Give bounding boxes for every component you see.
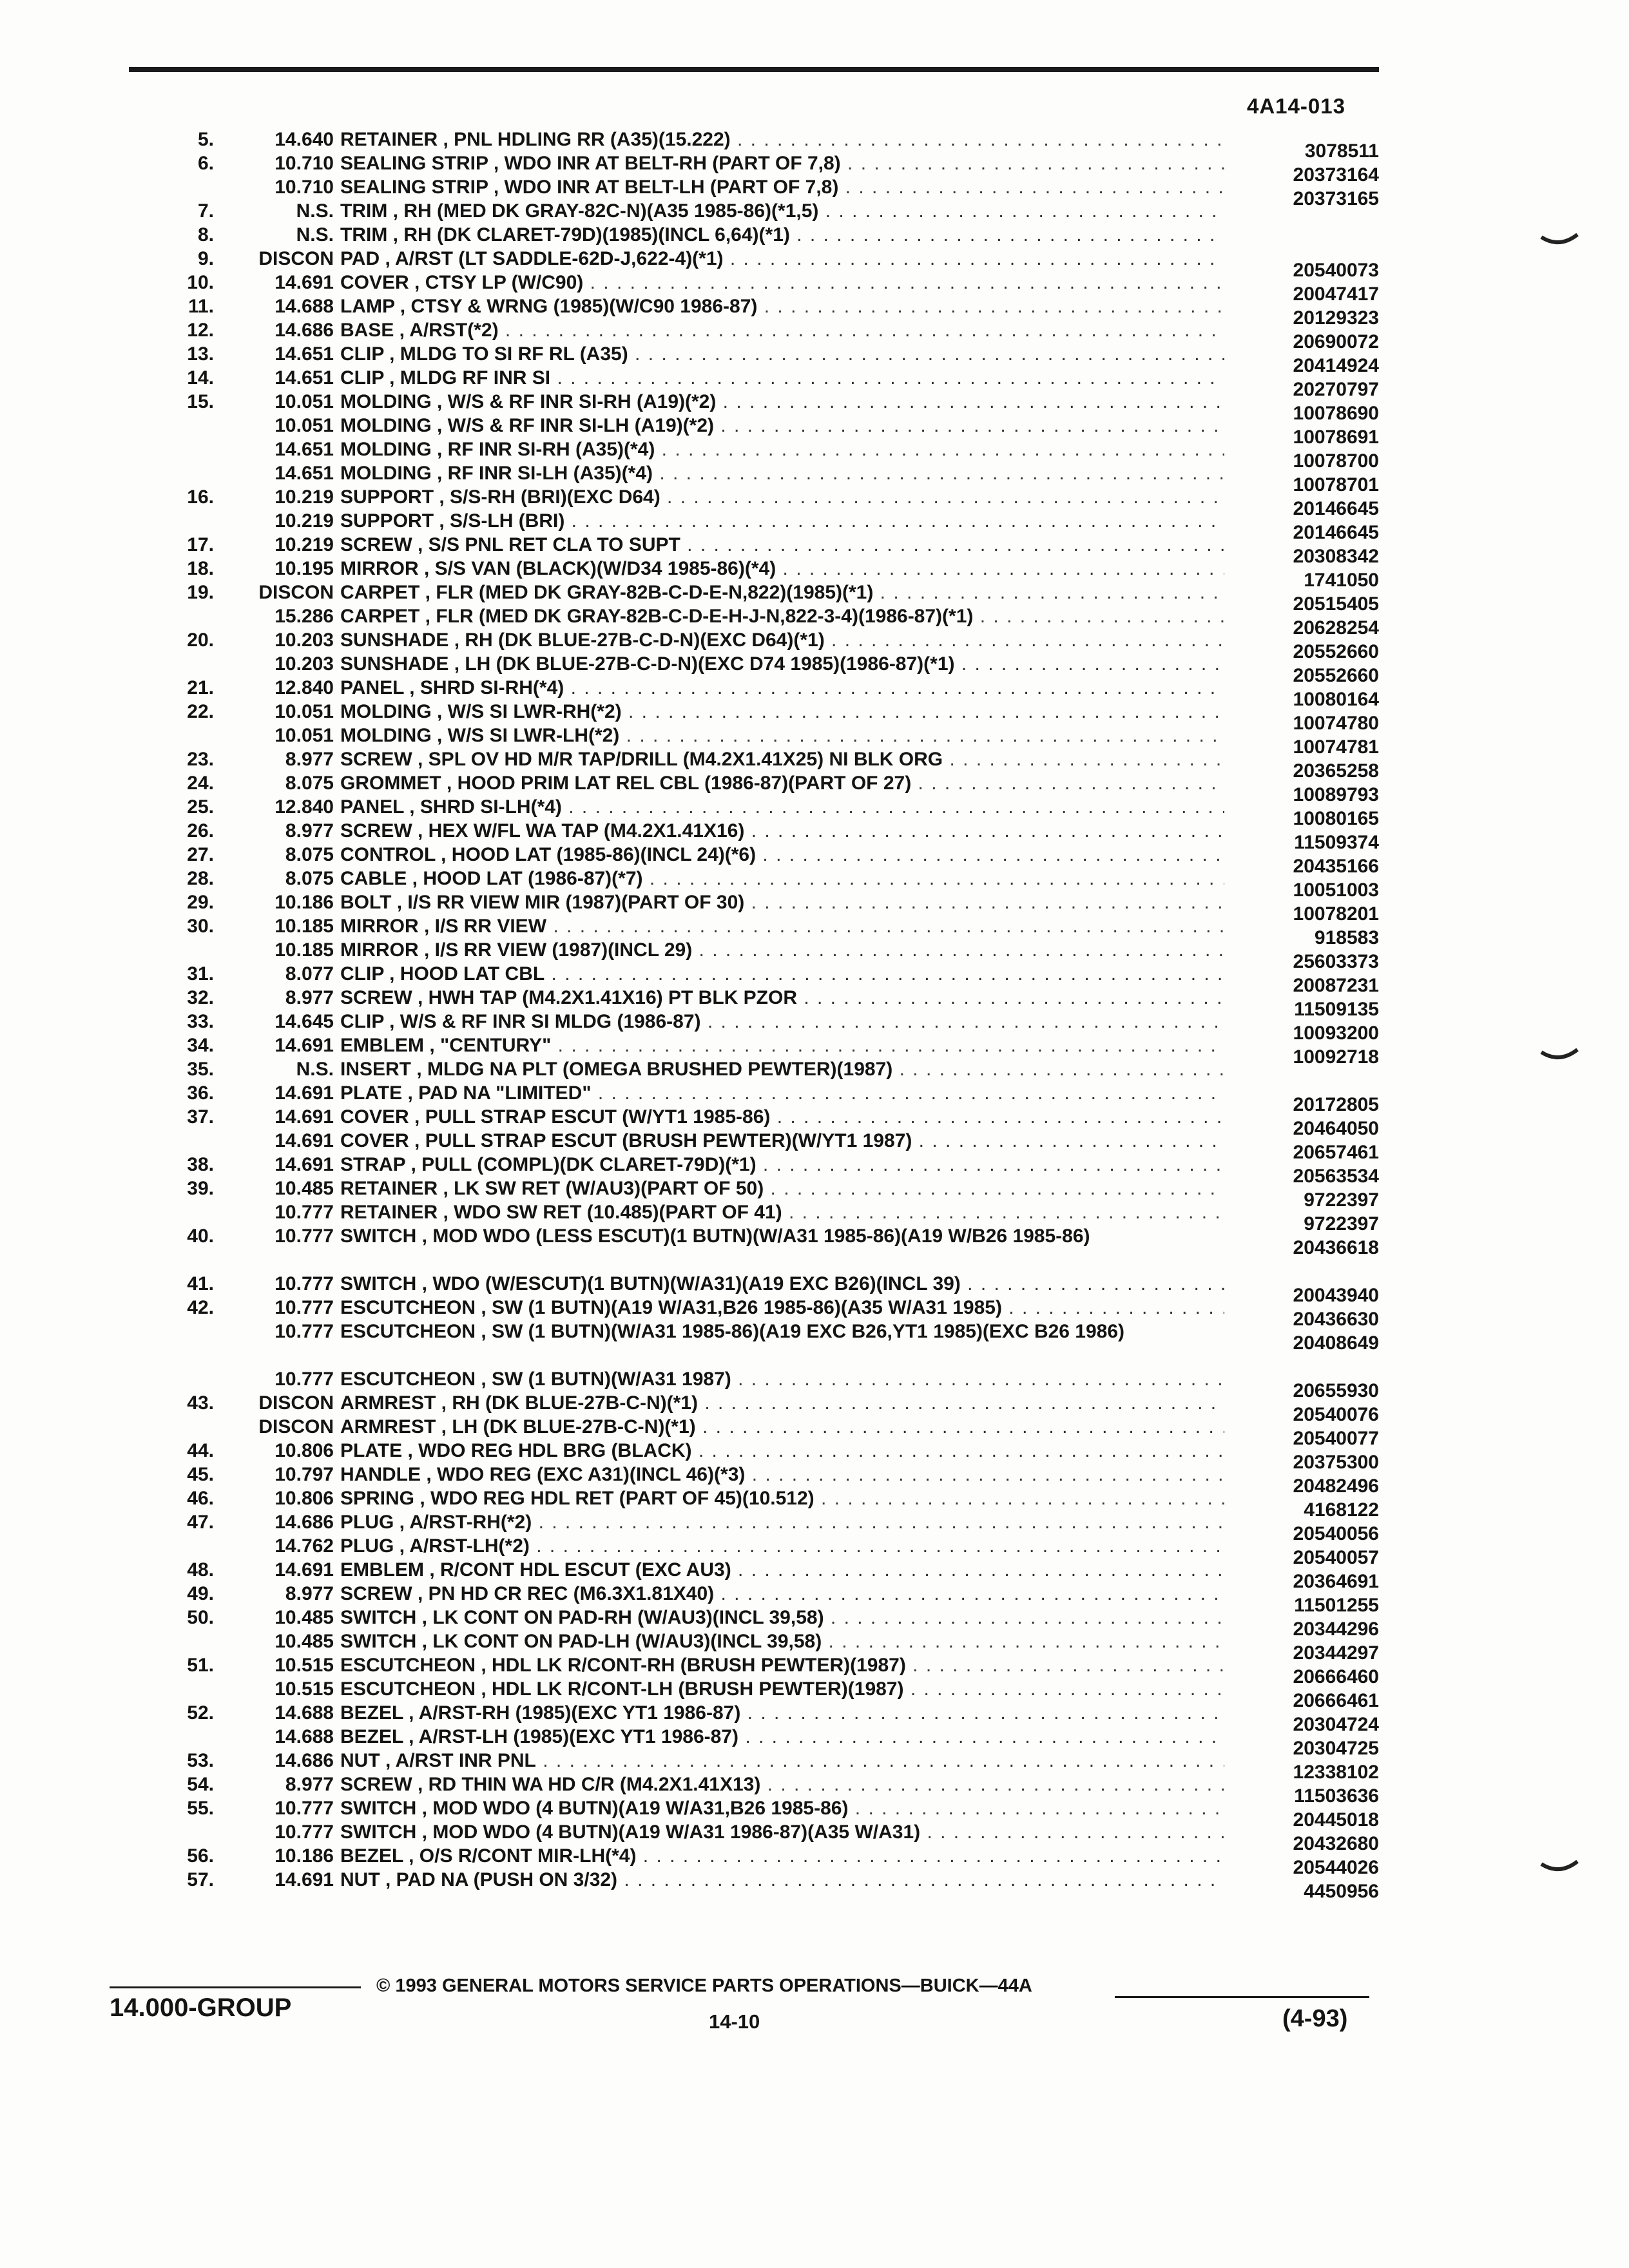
group-number: N.S. xyxy=(296,224,334,245)
part-description: STRAP , PULL (COMPL)(DK CLARET-79D)(*1) . . . xyxy=(340,1154,1224,1176)
part-description: COVER , PULL STRAP ESCUT (BRUSH PEWTER)(W/YT1 1987) . . . xyxy=(340,1130,1224,1152)
binder-punch-mark xyxy=(1540,1047,1579,1068)
group-number: 8.977 xyxy=(285,987,334,1008)
part-number: 11509374 xyxy=(1294,832,1379,853)
ref-number: 12. xyxy=(187,320,214,341)
part-number: 20540077 xyxy=(1293,1428,1379,1449)
part-number: 9722397 xyxy=(1304,1213,1379,1235)
group-number: N.S. xyxy=(296,200,334,222)
part-description: CLIP , W/S & RF INR SI MLDG (1986-87) . . . xyxy=(340,1011,1224,1033)
part-number: 20364691 xyxy=(1293,1571,1379,1592)
part-description: SUPPORT , S/S-LH (BRI) . . . xyxy=(340,510,1224,532)
part-number: 20414924 xyxy=(1293,355,1379,376)
group-number: 10.515 xyxy=(275,1655,334,1676)
part-description: SWITCH , WDO (W/ESCUT)(1 BUTN)(W/A31)(A19 EXC B26)(INCL 39) . . . xyxy=(340,1273,1224,1295)
part-description: PLATE , PAD NA "LIMITED" . . . xyxy=(340,1082,1224,1104)
group-number: 14.645 xyxy=(275,1011,334,1032)
part-number: 20628254 xyxy=(1293,617,1379,639)
part-number: 20129323 xyxy=(1293,307,1379,329)
ref-number: 31. xyxy=(187,963,214,985)
part-number: 20304725 xyxy=(1293,1738,1379,1759)
group-number: 14.691 xyxy=(275,1154,334,1175)
group-number: 10.777 xyxy=(275,1202,334,1223)
group-number: 10.185 xyxy=(275,916,334,937)
group-number: 14.686 xyxy=(275,1750,334,1771)
ref-number: 48. xyxy=(187,1559,214,1581)
part-number: 10051003 xyxy=(1293,879,1379,901)
part-number: 20690072 xyxy=(1293,331,1379,352)
part-description: SCREW , SPL OV HD M/R TAP/DRILL (M4.2X1.41X25) NI BLK ORG . . . xyxy=(340,749,1224,771)
group-number: 8.075 xyxy=(285,844,334,865)
group-number: 14.691 xyxy=(275,1082,334,1104)
part-number: 20544026 xyxy=(1293,1857,1379,1878)
part-description: RETAINER , WDO SW RET (10.485)(PART OF 41) . . . xyxy=(340,1202,1224,1224)
group-number: 10.051 xyxy=(275,391,334,412)
part-description: MOLDING , W/S SI LWR-LH(*2) . . . xyxy=(340,725,1224,747)
group-number: 10.051 xyxy=(275,701,334,722)
group-number: 14.691 xyxy=(275,1130,334,1151)
part-description: PLUG , A/RST-RH(*2) . . . xyxy=(340,1512,1224,1533)
part-description: GROMMET , HOOD PRIM LAT REL CBL (1986-87)(PART OF 27) . . . xyxy=(340,773,1224,794)
binder-punch-mark xyxy=(1540,232,1579,253)
part-number: 11509135 xyxy=(1294,999,1379,1020)
ref-number: 27. xyxy=(187,844,214,865)
part-description: CLIP , MLDG TO SI RF RL (A35) . . . xyxy=(340,343,1224,365)
part-description: RETAINER , LK SW RET (W/AU3)(PART OF 50) . . . xyxy=(340,1178,1224,1200)
group-number: 14.686 xyxy=(275,1512,334,1533)
part-description: BOLT , I/S RR VIEW MIR (1987)(PART OF 30) . . . xyxy=(340,892,1224,914)
part-description: BEZEL , A/RST-LH (1985)(EXC YT1 1986-87) . . . xyxy=(340,1726,1224,1748)
group-number: 14.651 xyxy=(275,343,334,365)
group-number: 8.977 xyxy=(285,820,334,841)
group-number: 14.686 xyxy=(275,320,334,341)
part-number: 20270797 xyxy=(1293,379,1379,400)
part-number: 10078700 xyxy=(1293,450,1379,472)
group-number: 8.977 xyxy=(285,1774,334,1795)
part-description: CONTROL , HOOD LAT (1985-86)(INCL 24)(*6) . . . xyxy=(340,844,1224,866)
group-number: 14.688 xyxy=(275,1726,334,1747)
group-number: 10.797 xyxy=(275,1464,334,1485)
part-number: 20172805 xyxy=(1293,1094,1379,1115)
group-number: 10.185 xyxy=(275,939,334,961)
part-number: 20540073 xyxy=(1293,260,1379,281)
part-number: 10074781 xyxy=(1293,736,1379,758)
part-description: SEALING STRIP , WDO INR AT BELT-RH (PART OF 7,8) . . . xyxy=(340,153,1224,175)
part-number: 10089793 xyxy=(1293,784,1379,805)
part-description: PLATE , WDO REG HDL BRG (BLACK) . . . xyxy=(340,1440,1224,1462)
part-number: 10078201 xyxy=(1293,903,1379,925)
part-description: SPRING , WDO REG HDL RET (PART OF 45)(10.512) . . . xyxy=(340,1488,1224,1510)
part-number: 20432680 xyxy=(1293,1833,1379,1854)
ref-number: 20. xyxy=(187,629,214,651)
group-number: 10.710 xyxy=(275,153,334,174)
part-number: 20435166 xyxy=(1293,856,1379,877)
part-description: MIRROR , S/S VAN (BLACK)(W/D34 1985-86)(*4) . . . xyxy=(340,558,1224,580)
part-description: MIRROR , I/S RR VIEW (1987)(INCL 29) . . . xyxy=(340,939,1224,961)
ref-number: 47. xyxy=(187,1512,214,1533)
part-description: SCREW , PN HD CR REC (M6.3X1.81X40) . . . xyxy=(340,1583,1224,1605)
group-number: 14.691 xyxy=(275,1559,334,1581)
group-number: 14.651 xyxy=(275,367,334,389)
group-number: 8.075 xyxy=(285,773,334,794)
group-number: 10.485 xyxy=(275,1178,334,1199)
group-number: 10.710 xyxy=(275,177,334,198)
ref-number: 57. xyxy=(187,1869,214,1890)
part-number: 918583 xyxy=(1314,927,1379,948)
group-number: 10.186 xyxy=(275,892,334,913)
part-number: 20655930 xyxy=(1293,1380,1379,1401)
part-description: SWITCH , LK CONT ON PAD-RH (W/AU3)(INCL 39,58) . . . xyxy=(340,1607,1224,1629)
part-number: 20540056 xyxy=(1293,1523,1379,1544)
ref-number: 32. xyxy=(187,987,214,1008)
part-description: ESCUTCHEON , HDL LK R/CONT-RH (BRUSH PEWTER)(1987) . . . xyxy=(340,1655,1224,1677)
ref-number: 35. xyxy=(187,1059,214,1080)
group-number: 10.203 xyxy=(275,629,334,651)
ref-number: 13. xyxy=(187,343,214,365)
footer-rule-left xyxy=(110,1986,361,1988)
ref-number: 51. xyxy=(187,1655,214,1676)
group-number: 10.219 xyxy=(275,486,334,508)
part-number: 20344297 xyxy=(1293,1642,1379,1664)
group-number: 14.691 xyxy=(275,1106,334,1128)
group-number: 8.977 xyxy=(285,1583,334,1604)
part-number: 10078690 xyxy=(1293,403,1379,424)
ref-number: 46. xyxy=(187,1488,214,1509)
part-description: CARPET , FLR (MED DK GRAY-82B-C-D-E-N,822)(1985)(*1) . . . xyxy=(340,582,1224,604)
part-description: PLUG , A/RST-LH(*2) . . . xyxy=(340,1535,1224,1557)
part-number: 20146645 xyxy=(1293,498,1379,519)
part-number: 10078691 xyxy=(1293,427,1379,448)
ref-number: 50. xyxy=(187,1607,214,1628)
part-description: NUT , PAD NA (PUSH ON 3/32) . . . xyxy=(340,1869,1224,1891)
group-number: 10.777 xyxy=(275,1273,334,1294)
group-number: DISCON xyxy=(258,582,334,603)
ref-number: 44. xyxy=(187,1440,214,1461)
part-number: 20436618 xyxy=(1293,1237,1379,1258)
part-description: TRIM , RH (MED DK GRAY-82C-N)(A35 1985-86)(*1,5) . . . xyxy=(340,200,1224,222)
part-description: ARMREST , LH (DK BLUE-27B-C-N)(*1) . . . xyxy=(340,1416,1224,1438)
part-number: 20365258 xyxy=(1293,760,1379,782)
part-description: SCREW , HEX W/FL WA TAP (M4.2X1.41X16) . . . xyxy=(340,820,1224,842)
group-number: 10.051 xyxy=(275,415,334,436)
group-number: 10.485 xyxy=(275,1607,334,1628)
ref-number: 54. xyxy=(187,1774,214,1795)
part-description: SUPPORT , S/S-RH (BRI)(EXC D64) . . . xyxy=(340,486,1224,508)
part-number: 20540076 xyxy=(1293,1404,1379,1425)
group-number: 10.777 xyxy=(275,1821,334,1843)
part-number: 20552660 xyxy=(1293,641,1379,662)
group-number: 10.806 xyxy=(275,1488,334,1509)
part-description: CLIP , HOOD LAT CBL . . . xyxy=(340,963,1224,985)
part-number: 1741050 xyxy=(1304,570,1379,591)
part-description: LAMP , CTSY & WRNG (1985)(W/C90 1986-87) . . . xyxy=(340,296,1224,318)
part-number: 9722397 xyxy=(1304,1189,1379,1211)
ref-number: 52. xyxy=(187,1702,214,1724)
ref-number: 6. xyxy=(197,153,214,174)
group-number: 12.840 xyxy=(275,796,334,818)
part-description: TRIM , RH (DK CLARET-79D)(1985)(INCL 6,64)(*1) . . . xyxy=(340,224,1224,246)
ref-number: 19. xyxy=(187,582,214,603)
part-row xyxy=(161,1321,1385,1372)
part-description: EMBLEM , R/CONT HDL ESCUT (EXC AU3) . . . xyxy=(340,1559,1224,1581)
ref-number: 42. xyxy=(187,1297,214,1318)
revision-date: (4-93) xyxy=(1282,2005,1348,2032)
binder-punch-mark xyxy=(1540,1859,1579,1879)
part-description: RETAINER , PNL HDLING RR (A35)(15.222) . . . xyxy=(340,129,1224,151)
part-description: SUNSHADE , RH (DK BLUE-27B-C-D-N)(EXC D64)(*1) . . . xyxy=(340,629,1224,651)
part-number: 20408649 xyxy=(1293,1332,1379,1354)
group-number: 14.691 xyxy=(275,1035,334,1056)
group-label: 14.000-GROUP xyxy=(110,1994,292,2022)
part-number: 20482496 xyxy=(1293,1475,1379,1497)
part-description: SEALING STRIP , WDO INR AT BELT-LH (PART OF 7,8) . . . xyxy=(340,177,1224,198)
ref-number: 9. xyxy=(197,248,214,269)
group-number: 14.651 xyxy=(275,463,334,484)
part-number: 20657461 xyxy=(1293,1142,1379,1163)
part-number: 20552660 xyxy=(1293,665,1379,686)
group-number: 14.651 xyxy=(275,439,334,460)
page-number: 14-10 xyxy=(709,2010,760,2033)
part-number: 20666460 xyxy=(1293,1666,1379,1687)
group-number: 10.777 xyxy=(275,1297,334,1318)
part-number: 4168122 xyxy=(1304,1499,1379,1521)
part-number: 3078511 xyxy=(1304,140,1379,162)
part-number: 20540057 xyxy=(1293,1547,1379,1568)
part-number: 20666461 xyxy=(1293,1690,1379,1711)
group-number: 10.051 xyxy=(275,725,334,746)
ref-number: 36. xyxy=(187,1082,214,1104)
ref-number: 26. xyxy=(187,820,214,841)
ref-number: 37. xyxy=(187,1106,214,1128)
part-description: BEZEL , O/S R/CONT MIR-LH(*4) . . . xyxy=(340,1845,1224,1867)
part-row xyxy=(161,1225,1385,1277)
ref-number: 40. xyxy=(187,1225,214,1247)
part-description: MOLDING , W/S & RF INR SI-RH (A19)(*2) . . . xyxy=(340,391,1224,413)
group-number: 10.219 xyxy=(275,534,334,555)
ref-number: 15. xyxy=(187,391,214,412)
part-description: MOLDING , W/S & RF INR SI-LH (A19)(*2) . . . xyxy=(340,415,1224,437)
group-number: 14.640 xyxy=(275,129,334,150)
part-description: PANEL , SHRD SI-LH(*4) . . . xyxy=(340,796,1224,818)
part-number: 20563534 xyxy=(1293,1166,1379,1187)
part-number: 20436630 xyxy=(1293,1309,1379,1330)
ref-number: 10. xyxy=(187,272,214,293)
part-description: COVER , CTSY LP (W/C90) . . . xyxy=(340,272,1224,294)
part-number: 20146645 xyxy=(1293,522,1379,543)
parts-list xyxy=(161,129,1385,1902)
part-number: 10080164 xyxy=(1293,689,1379,710)
ref-number: 24. xyxy=(187,773,214,794)
ref-number: 28. xyxy=(187,868,214,889)
part-description: HANDLE , WDO REG (EXC A31)(INCL 46)(*3) . . . xyxy=(340,1464,1224,1486)
part-description: INSERT , MLDG NA PLT (OMEGA BRUSHED PEWTER)(1987) . . . xyxy=(340,1059,1224,1081)
group-number: 14.688 xyxy=(275,1702,334,1724)
group-number: 10.485 xyxy=(275,1631,334,1652)
part-number: 10093200 xyxy=(1293,1023,1379,1044)
group-number: 8.977 xyxy=(285,749,334,770)
ref-number: 49. xyxy=(187,1583,214,1604)
ref-number: 22. xyxy=(187,701,214,722)
group-number: 10.515 xyxy=(275,1678,334,1700)
ref-number: 53. xyxy=(187,1750,214,1771)
part-description: ESCUTCHEON , SW (1 BUTN)(W/A31 1987) . . . xyxy=(340,1369,1224,1390)
ref-number: 14. xyxy=(187,367,214,389)
part-number: 20304724 xyxy=(1293,1714,1379,1735)
group-number: N.S. xyxy=(296,1059,334,1080)
ref-number: 23. xyxy=(187,749,214,770)
ref-number: 43. xyxy=(187,1392,214,1414)
group-number: 10.186 xyxy=(275,1845,334,1867)
group-number: 14.691 xyxy=(275,1869,334,1890)
ref-number: 17. xyxy=(187,534,214,555)
ref-number: 25. xyxy=(187,796,214,818)
ref-number: 8. xyxy=(197,224,214,245)
part-description: BEZEL , A/RST-RH (1985)(EXC YT1 1986-87) . . . xyxy=(340,1702,1224,1724)
part-number: 20515405 xyxy=(1293,593,1379,615)
part-description: PAD , A/RST (LT SADDLE-62D-J,622-4)(*1) . . . xyxy=(340,248,1224,270)
ref-number: 56. xyxy=(187,1845,214,1867)
part-description: SWITCH , MOD WDO (4 BUTN)(A19 W/A31 1986-87)(A35 W/A31) . . . xyxy=(340,1821,1224,1843)
footer-rule-right xyxy=(1115,1996,1369,1998)
ref-number: 21. xyxy=(187,677,214,698)
part-number: 10078701 xyxy=(1293,474,1379,495)
part-description: MOLDING , RF INR SI-LH (A35)(*4) . . . xyxy=(340,463,1224,485)
part-description: ARMREST , RH (DK BLUE-27B-C-N)(*1) . . . xyxy=(340,1392,1224,1414)
ref-number: 18. xyxy=(187,558,214,579)
ref-number: 11. xyxy=(188,296,214,317)
part-description: SCREW , HWH TAP (M4.2X1.41X16) PT BLK PZOR . . . xyxy=(340,987,1224,1009)
group-number: 15.286 xyxy=(275,606,334,627)
ref-number: 5. xyxy=(197,129,214,150)
group-number: 10.195 xyxy=(275,558,334,579)
ref-number: 38. xyxy=(187,1154,214,1175)
part-number: 20043940 xyxy=(1293,1285,1379,1306)
ref-number: 55. xyxy=(187,1798,214,1819)
part-number: 10074780 xyxy=(1293,713,1379,734)
part-number: 20344296 xyxy=(1293,1619,1379,1640)
part-description: COVER , PULL STRAP ESCUT (W/YT1 1985-86) . . . xyxy=(340,1106,1224,1128)
group-number: 14.762 xyxy=(275,1535,334,1557)
part-description: ESCUTCHEON , SW (1 BUTN)(W/A31 1985-86)(A19 EXC B26,YT1 1985)(EXC B26 1986) xyxy=(340,1321,1125,1342)
part-description: ESCUTCHEON , SW (1 BUTN)(A19 W/A31,B26 1985-86)(A35 W/A31 1985) . . . xyxy=(340,1297,1224,1319)
part-number: 4450956 xyxy=(1304,1881,1379,1902)
part-row xyxy=(161,1869,1385,1902)
part-number: 11501255 xyxy=(1294,1595,1379,1616)
group-number: 10.806 xyxy=(275,1440,334,1461)
part-description: ESCUTCHEON , HDL LK R/CONT-LH (BRUSH PEWTER)(1987) . . . xyxy=(340,1678,1224,1700)
group-number: 8.077 xyxy=(285,963,334,985)
part-description: BASE , A/RST(*2) . . . xyxy=(340,320,1224,341)
part-description: CARPET , FLR (MED DK GRAY-82B-C-D-E-H-J-N,822-3-4)(1986-87)(*1) . . . xyxy=(340,606,1224,628)
part-number: 20375300 xyxy=(1293,1452,1379,1473)
group-number: 12.840 xyxy=(275,677,334,698)
group-number: 10.777 xyxy=(275,1369,334,1390)
part-number: 11503636 xyxy=(1294,1785,1379,1807)
group-number: 10.777 xyxy=(275,1798,334,1819)
part-number: 20087231 xyxy=(1293,975,1379,996)
group-number: DISCON xyxy=(258,1392,334,1414)
ref-number: 16. xyxy=(187,486,214,508)
part-number: 20373165 xyxy=(1293,188,1379,209)
page-code: 4A14-013 xyxy=(1247,94,1345,118)
part-number: 20047417 xyxy=(1293,284,1379,305)
ref-number: 45. xyxy=(187,1464,214,1485)
ref-number: 34. xyxy=(187,1035,214,1056)
part-description: MIRROR , I/S RR VIEW . . . xyxy=(340,916,1224,937)
group-number: 14.688 xyxy=(275,296,334,317)
ref-number: 39. xyxy=(187,1178,214,1199)
ref-number: 7. xyxy=(197,200,214,222)
part-description: EMBLEM , "CENTURY" . . . xyxy=(340,1035,1224,1057)
part-number: 12338102 xyxy=(1293,1762,1379,1783)
ref-number: 29. xyxy=(187,892,214,913)
part-description: SWITCH , MOD WDO (LESS ESCUT)(1 BUTN)(W/A31 1985-86)(A19 W/B26 1985-86) xyxy=(340,1225,1090,1247)
group-number: DISCON xyxy=(258,248,334,269)
copyright-notice: © 1993 GENERAL MOTORS SERVICE PARTS OPERATIONS—BUICK—44A xyxy=(376,1975,1032,1996)
ref-number: 41. xyxy=(187,1273,214,1294)
part-description: SWITCH , MOD WDO (4 BUTN)(A19 W/A31,B26 1985-86) . . . xyxy=(340,1798,1224,1820)
group-number: 10.203 xyxy=(275,653,334,675)
part-description: PANEL , SHRD SI-RH(*4) . . . xyxy=(340,677,1224,699)
part-number: 10092718 xyxy=(1293,1046,1379,1068)
ref-number: 33. xyxy=(187,1011,214,1032)
part-number: 20373164 xyxy=(1293,164,1379,186)
group-number: 10.777 xyxy=(275,1321,334,1342)
group-number: 8.075 xyxy=(285,868,334,889)
group-number: 10.777 xyxy=(275,1225,334,1247)
part-description: CLIP , MLDG RF INR SI . . . xyxy=(340,367,1224,389)
part-description: SWITCH , LK CONT ON PAD-LH (W/AU3)(INCL 39,58) . . . xyxy=(340,1631,1224,1653)
part-number: 10080165 xyxy=(1293,808,1379,829)
group-number: 14.691 xyxy=(275,272,334,293)
ref-number: 30. xyxy=(187,916,214,937)
part-description: MOLDING , RF INR SI-RH (A35)(*4) . . . xyxy=(340,439,1224,461)
part-description: MOLDING , W/S SI LWR-RH(*2) . . . xyxy=(340,701,1224,723)
group-number: DISCON xyxy=(258,1416,334,1437)
part-number: 20308342 xyxy=(1293,546,1379,567)
part-description: SCREW , S/S PNL RET CLA TO SUPT . . . xyxy=(340,534,1224,556)
part-number: 20445018 xyxy=(1293,1809,1379,1831)
part-description: NUT , A/RST INR PNL . . . xyxy=(340,1750,1224,1772)
part-description: SCREW , RD THIN WA HD C/R (M4.2X1.41X13) . . . xyxy=(340,1774,1224,1796)
part-number: 20464050 xyxy=(1293,1118,1379,1139)
top-rule xyxy=(129,67,1379,72)
part-description: SUNSHADE , LH (DK BLUE-27B-C-D-N)(EXC D74 1985)(1986-87)(*1) . . . xyxy=(340,653,1224,675)
group-number: 10.219 xyxy=(275,510,334,532)
part-number: 25603373 xyxy=(1293,951,1379,972)
part-description: CABLE , HOOD LAT (1986-87)(*7) . . . xyxy=(340,868,1224,890)
